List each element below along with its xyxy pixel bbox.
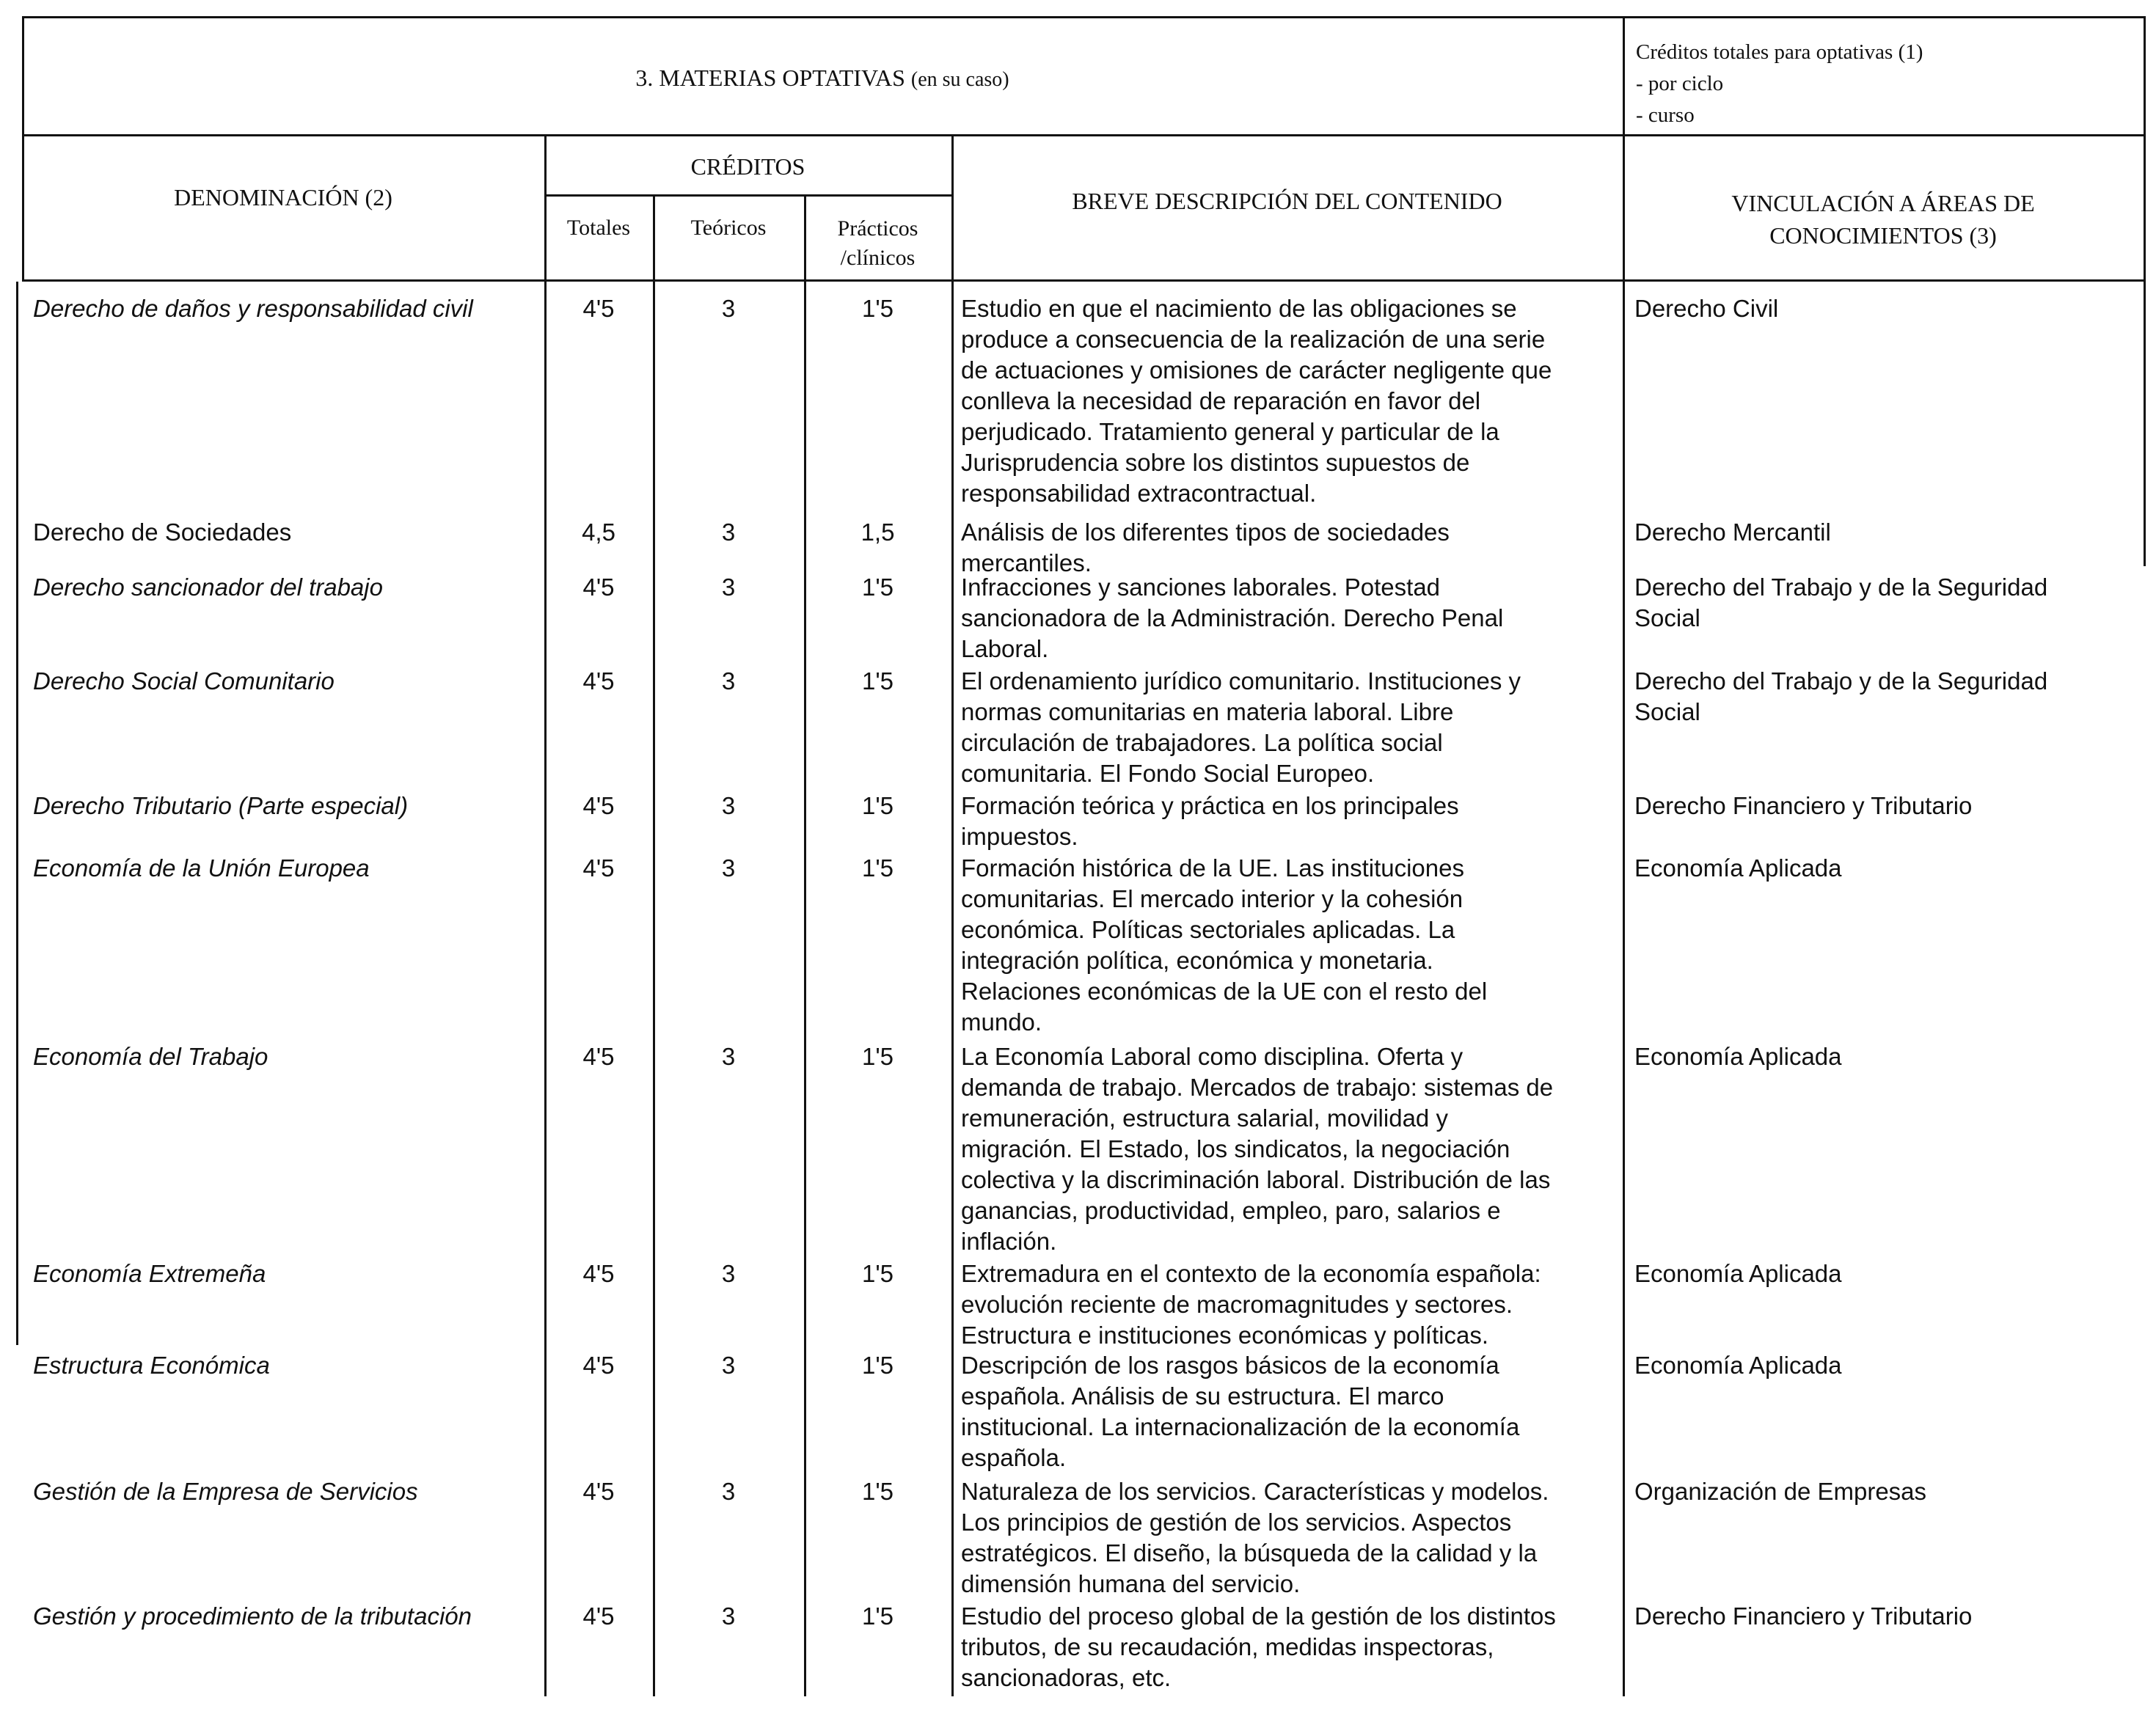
descripcion-line: sancionadora de la Administración. Derecho Penal bbox=[961, 604, 1504, 631]
descripcion-line: Relaciones económicas de la UE con el resto del bbox=[961, 978, 1488, 1005]
row-totales: 4,5 bbox=[582, 519, 615, 546]
row-totales: 4'5 bbox=[582, 574, 615, 601]
descripcion-line: estratégicos. El diseño, la búsqueda de la calidad y la bbox=[961, 1539, 1538, 1567]
area-line: Economía Aplicada bbox=[1634, 1043, 1842, 1070]
row-denominacion: Economía Extremeña bbox=[33, 1260, 266, 1287]
area-line: Derecho del Trabajo y de la Seguridad bbox=[1634, 574, 2048, 601]
area-line: Derecho del Trabajo y de la Seguridad bbox=[1634, 667, 2048, 695]
row-totales: 4'5 bbox=[582, 667, 615, 695]
row-descripcion bbox=[961, 1041, 1614, 1257]
header-bottom-border bbox=[22, 279, 2146, 282]
col-divider-teoricos bbox=[653, 195, 655, 1696]
descripcion-line: impuestos. bbox=[961, 823, 1078, 850]
vinculacion-header-line2: CONOCIMIENTOS (3) bbox=[1769, 222, 1997, 249]
creditos-totales-line: Créditos totales para optativas (1) bbox=[1636, 40, 1923, 64]
descripcion-line: inflación. bbox=[961, 1228, 1057, 1255]
descripcion-line: Estudio del proceso global de la gestión de los distintos bbox=[961, 1602, 1556, 1630]
row-practicos: 1'5 bbox=[861, 1478, 894, 1505]
area-line: Derecho Civil bbox=[1634, 295, 1779, 322]
row-area-conocimiento bbox=[1634, 791, 2141, 821]
row-area-conocimiento bbox=[1634, 293, 2141, 324]
row-practicos: 1'5 bbox=[861, 1352, 894, 1379]
denominacion-header: DENOMINACIÓN (2) bbox=[174, 184, 392, 210]
row-area-conocimiento bbox=[1634, 1350, 2141, 1381]
row-denominacion: Gestión y procedimiento de la tributación bbox=[33, 1602, 472, 1630]
descripcion-line: La Economía Laboral como disciplina. Oferta y bbox=[961, 1043, 1463, 1070]
row-teoricos: 3 bbox=[721, 574, 736, 601]
row-teoricos: 3 bbox=[721, 1478, 736, 1505]
row-denominacion: Economía de la Unión Europea bbox=[33, 854, 370, 882]
descripcion-line: española. bbox=[961, 1444, 1067, 1471]
descripcion-line: tributos, de su recaudación, medidas inspectoras, bbox=[961, 1633, 1494, 1660]
descripcion-line: Infracciones y sanciones laborales. Potestad bbox=[961, 574, 1441, 601]
col-divider-totales bbox=[544, 134, 547, 1696]
row-teoricos: 3 bbox=[721, 1260, 736, 1287]
descripcion-line: conlleva la necesidad de reparación en favor del bbox=[961, 387, 1481, 414]
row-teoricos: 3 bbox=[721, 295, 736, 322]
descripcion-line: perjudicado. Tratamiento general y particular de la bbox=[961, 418, 1499, 445]
descripcion-line: Análisis de los diferentes tipos de sociedades bbox=[961, 519, 1450, 546]
row-area-conocimiento bbox=[1634, 1041, 2141, 1072]
descripcion-line: económica. Políticas sectoriales aplicadas. La bbox=[961, 916, 1455, 943]
curso-line: - curso bbox=[1636, 103, 1695, 127]
creditos-divider bbox=[544, 194, 951, 197]
col-divider-desc bbox=[951, 134, 954, 1696]
descripcion-line: mundo. bbox=[961, 1008, 1042, 1036]
row-denominacion: Estructura Económica bbox=[33, 1352, 270, 1379]
row-descripcion bbox=[961, 666, 1614, 789]
row-totales: 4'5 bbox=[582, 1260, 615, 1287]
row-teoricos: 3 bbox=[721, 519, 736, 546]
practicos-header-line2: /clínicos bbox=[840, 246, 916, 270]
left-border bbox=[22, 16, 24, 282]
descripcion-line: Descripción de los rasgos básicos de la economía bbox=[961, 1352, 1499, 1379]
descripcion-line: Formación teórica y práctica en los principales bbox=[961, 792, 1459, 819]
row-teoricos: 3 bbox=[721, 1043, 736, 1070]
descripcion-line: comunitarias. El mercado interior y la cohesión bbox=[961, 885, 1463, 912]
vinculacion-header-line1: VINCULACIÓN A ÁREAS DE bbox=[1731, 190, 2035, 216]
descripcion-line: sancionadoras, etc. bbox=[961, 1664, 1172, 1691]
row-practicos: 1'5 bbox=[861, 667, 894, 695]
row-descripcion bbox=[961, 853, 1614, 1038]
row-teoricos: 3 bbox=[721, 792, 736, 819]
descripcion-line: integración política, económica y monetaria. bbox=[961, 947, 1433, 974]
descripcion-line: circulación de trabajadores. La política social bbox=[961, 729, 1443, 756]
area-line: Economía Aplicada bbox=[1634, 1352, 1842, 1379]
row-descripcion bbox=[961, 517, 1614, 579]
row-denominacion: Derecho Tributario (Parte especial) bbox=[33, 792, 409, 819]
row-practicos: 1'5 bbox=[861, 854, 894, 882]
descripcion-line: migración. El Estado, los sindicatos, la negociación bbox=[961, 1135, 1510, 1162]
area-line: Social bbox=[1634, 698, 1700, 725]
row-denominacion: Derecho de daños y responsabilidad civil bbox=[33, 295, 473, 322]
area-line: Economía Aplicada bbox=[1634, 854, 1842, 882]
section-title-sub: (en su caso) bbox=[910, 68, 1009, 91]
descripcion-line: Formación histórica de la UE. Las instituciones bbox=[961, 854, 1464, 882]
area-line: Organización de Empresas bbox=[1634, 1478, 1927, 1505]
descripcion-line: institucional. La internacionalización de la economía bbox=[961, 1413, 1520, 1440]
descripcion-line: Estudio en que el nacimiento de las obligaciones se bbox=[961, 295, 1517, 322]
row-totales: 4'5 bbox=[582, 854, 615, 882]
descripcion-line: Jurisprudencia sobre los distintos supuestos de bbox=[961, 449, 1470, 476]
area-line: Derecho Financiero y Tributario bbox=[1634, 1602, 1973, 1630]
teoricos-header: Teóricos bbox=[690, 216, 767, 240]
descripcion-line: evolución reciente de macromagnitudes y sectores. bbox=[961, 1291, 1513, 1318]
descripcion-line: responsabilidad extracontractual. bbox=[961, 480, 1317, 507]
descripcion-header: BREVE DESCRIPCIÓN DEL CONTENIDO bbox=[1072, 188, 1502, 214]
descripcion-line: demanda de trabajo. Mercados de trabajo: sistemas de bbox=[961, 1074, 1554, 1101]
col-divider-area bbox=[1623, 134, 1625, 1696]
row-descripcion bbox=[961, 1258, 1614, 1351]
descripcion-line: remuneración, estructura salarial, movilidad y bbox=[961, 1104, 1448, 1132]
row-denominacion: Derecho Social Comunitario bbox=[33, 667, 335, 695]
creditos-totales-note bbox=[1636, 37, 1923, 131]
top-border bbox=[22, 16, 2146, 18]
row-descripcion bbox=[961, 1476, 1614, 1600]
descripcion-line: de actuaciones y omisiones de carácter negligente que bbox=[961, 356, 1552, 384]
descripcion-line: colectiva y la discriminación laboral. Distribución de las bbox=[961, 1166, 1551, 1193]
row-totales: 4'5 bbox=[582, 1478, 615, 1505]
row-practicos: 1'5 bbox=[861, 574, 894, 601]
descripcion-line: ganancias, productividad, empleo, paro, salarios e bbox=[961, 1197, 1501, 1224]
row-practicos: 1'5 bbox=[861, 792, 894, 819]
body-left-border bbox=[16, 282, 18, 1345]
creditos-header: CRÉDITOS bbox=[690, 153, 805, 180]
row-descripcion bbox=[961, 1350, 1614, 1473]
row-denominacion: Derecho sancionador del trabajo bbox=[33, 574, 383, 601]
area-line: Derecho Mercantil bbox=[1634, 519, 1831, 546]
row-area-conocimiento bbox=[1634, 517, 2141, 548]
title-row-bottom-border bbox=[22, 134, 2146, 136]
row-teoricos: 3 bbox=[721, 1602, 736, 1630]
row-teoricos: 3 bbox=[721, 1352, 736, 1379]
row-practicos: 1'5 bbox=[861, 1043, 894, 1070]
section-title bbox=[22, 65, 1623, 92]
row-descripcion bbox=[961, 791, 1614, 852]
vinculacion-header bbox=[1623, 187, 2144, 252]
row-practicos: 1'5 bbox=[861, 1602, 894, 1630]
row-teoricos: 3 bbox=[721, 854, 736, 882]
area-line: Social bbox=[1634, 604, 1700, 631]
row-totales: 4'5 bbox=[582, 1602, 615, 1630]
descripcion-line: Naturaleza de los servicios. Características y modelos. bbox=[961, 1478, 1549, 1505]
row-descripcion bbox=[961, 572, 1614, 664]
descripcion-line: Laboral. bbox=[961, 635, 1049, 662]
right-border bbox=[2144, 16, 2146, 566]
area-line: Economía Aplicada bbox=[1634, 1260, 1842, 1287]
row-denominacion: Economía del Trabajo bbox=[33, 1043, 268, 1070]
practicos-header-line1: Prácticos bbox=[837, 216, 918, 241]
section-title-main: 3. MATERIAS OPTATIVAS bbox=[635, 65, 905, 91]
row-area-conocimiento bbox=[1634, 572, 2141, 634]
row-practicos: 1'5 bbox=[861, 1260, 894, 1287]
area-line: Derecho Financiero y Tributario bbox=[1634, 792, 1973, 819]
descripcion-line: El ordenamiento jurídico comunitario. Instituciones y bbox=[961, 667, 1521, 695]
row-descripcion bbox=[961, 293, 1614, 509]
title-col-divider bbox=[1623, 16, 1625, 135]
row-area-conocimiento bbox=[1634, 666, 2141, 728]
row-practicos: 1'5 bbox=[861, 295, 894, 322]
totales-header: Totales bbox=[566, 216, 631, 240]
row-totales: 4'5 bbox=[582, 792, 615, 819]
row-area-conocimiento bbox=[1634, 1476, 2141, 1507]
descripcion-line: dimensión humana del servicio. bbox=[961, 1570, 1301, 1597]
row-totales: 4'5 bbox=[582, 1043, 615, 1070]
descripcion-line: mercantiles. bbox=[961, 549, 1092, 576]
practicos-header bbox=[804, 214, 951, 273]
descripcion-line: española. Análisis de su estructura. El marco bbox=[961, 1382, 1444, 1410]
descripcion-line: Extremadura en el contexto de la economía española: bbox=[961, 1260, 1541, 1287]
col-divider-practicos bbox=[804, 195, 806, 1696]
row-denominacion: Gestión de la Empresa de Servicios bbox=[33, 1478, 418, 1505]
por-ciclo-line: - por ciclo bbox=[1636, 72, 1724, 95]
row-area-conocimiento bbox=[1634, 853, 2141, 884]
descripcion-line: normas comunitarias en materia laboral. Libre bbox=[961, 698, 1454, 725]
row-denominacion: Derecho de Sociedades bbox=[33, 519, 292, 546]
descripcion-line: produce a consecuencia de la realización de una serie bbox=[961, 326, 1546, 353]
row-descripcion bbox=[961, 1601, 1614, 1693]
row-totales: 4'5 bbox=[582, 295, 615, 322]
row-area-conocimiento bbox=[1634, 1258, 2141, 1289]
row-teoricos: 3 bbox=[721, 667, 736, 695]
descripcion-line: Los principios de gestión de los servicios. Aspectos bbox=[961, 1509, 1512, 1536]
row-area-conocimiento bbox=[1634, 1601, 2141, 1632]
row-practicos: 1,5 bbox=[860, 519, 895, 546]
row-totales: 4'5 bbox=[582, 1352, 615, 1379]
descripcion-line: Estructura e instituciones económicas y políticas. bbox=[961, 1322, 1488, 1349]
descripcion-line: comunitaria. El Fondo Social Europeo. bbox=[961, 760, 1375, 787]
